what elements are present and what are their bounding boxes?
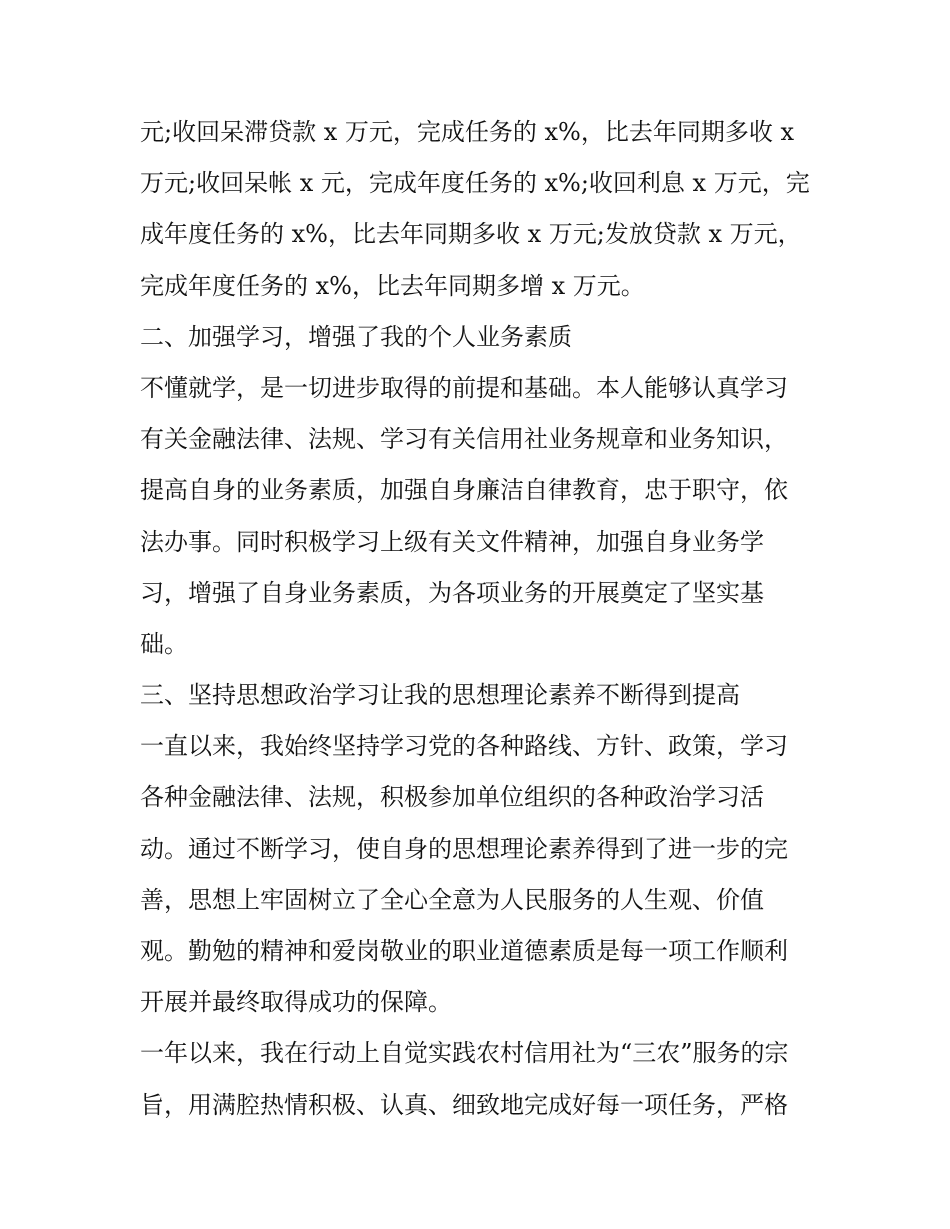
text-line: 开展并最终取得成功的保障。 xyxy=(140,988,452,1017)
text-line: 各种金融法律、法规，积极参加单位组织的各种政治学习活 xyxy=(140,783,764,812)
text-line: 完成年度任务的 x%，比去年同期多增 x 万元。 xyxy=(140,271,645,300)
text-line: 一直以来，我始终坚持学习党的各种路线、方针、政策，学习 xyxy=(140,732,788,761)
text-line: 成年度任务的 x%，比去年同期多收 x 万元;发放贷款 x 万元， xyxy=(140,220,802,249)
text-line: 提高自身的业务素质，加强自身廉洁自律教育，忠于职守，依 xyxy=(140,476,788,505)
text-line: 万元;收回呆帐 x 元，完成年度任务的 x%;收回利息 x 万元，完 xyxy=(140,169,810,198)
text-line: 善，思想上牢固树立了全心全意为人民服务的人生观、价值 xyxy=(140,885,764,914)
section-heading: 三、坚持思想政治学习让我的思想理论素养不断得到提高 xyxy=(140,681,740,710)
text-line: 础。 xyxy=(140,629,188,658)
text-line: 法办事。同时积极学习上级有关文件精神，加强自身业务学 xyxy=(140,527,764,556)
document-body xyxy=(140,107,820,1131)
section-heading: 二、加强学习，增强了我的个人业务素质 xyxy=(140,322,572,351)
text-line: 元;收回呆滞贷款 x 万元，完成任务的 x%，比去年同期多收 x xyxy=(140,118,795,146)
text-line: 动。通过不断学习，使自身的思想理论素养得到了进一步的完 xyxy=(140,834,788,863)
text-line: 不懂就学，是一切进步取得的前提和基础。本人能够认真学习 xyxy=(140,373,788,402)
text-line: 一年以来，我在行动上自觉实践农村信用社为“三农”服务的宗 xyxy=(140,1039,789,1068)
text-line: 观。勤勉的精神和爱岗敬业的职业道德素质是每一项工作顺利 xyxy=(140,937,788,965)
text-line: 有关金融法律、法规、学习有关信用社业务规章和业务知识， xyxy=(140,425,788,454)
text-line: 习，增强了自身业务素质，为各项业务的开展奠定了坚实基 xyxy=(140,578,764,607)
text-line: 旨，用满腔热情积极、认真、细致地完成好每一项任务，严格 xyxy=(140,1090,788,1119)
